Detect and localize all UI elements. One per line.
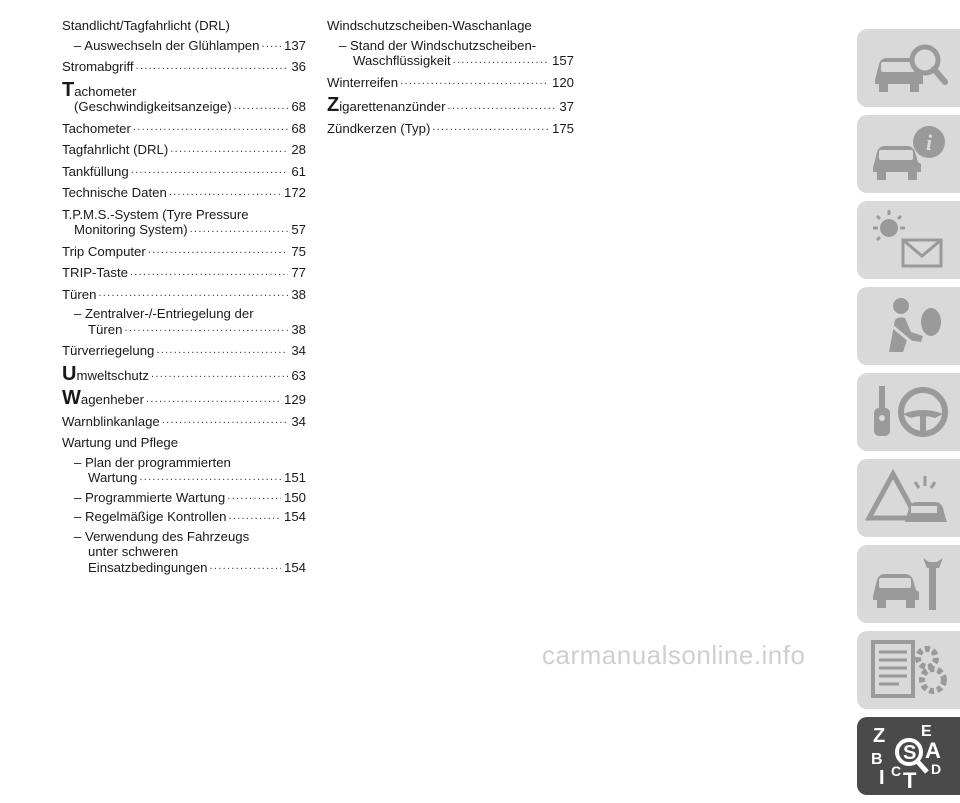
section-letter: Z	[327, 94, 340, 116]
index-entry-wagenheber	[62, 387, 306, 409]
entry-title: T.P.M.S.-System (Tyre Pressure	[62, 206, 249, 222]
index-column-middle	[327, 18, 574, 142]
page-number: 120	[551, 74, 574, 90]
leader-dots	[448, 101, 557, 112]
leader-dots	[162, 415, 289, 426]
page-number: 172	[283, 185, 306, 200]
subentry-text: – Verwendung des Fahrzeugs	[74, 528, 250, 544]
leader-dots	[146, 394, 281, 405]
tab-car-info[interactable]	[857, 115, 960, 193]
tab-starting-driving[interactable]	[857, 373, 960, 451]
leader-dots	[131, 165, 289, 176]
index-row	[62, 59, 306, 75]
index-letter: E	[921, 723, 932, 740]
airbag-passenger-icon	[865, 292, 955, 360]
leader-dots	[133, 122, 288, 133]
entry-text: – Regelmäßige Kontrollen	[74, 509, 227, 524]
page-number: 28	[291, 142, 306, 157]
leader-dots	[190, 224, 289, 235]
index-entry-tachometer	[62, 121, 306, 137]
entry-text: Tagfahrlicht (DRL)	[62, 142, 169, 157]
leader-dots	[228, 511, 281, 522]
index-entry-winterreifen	[327, 75, 574, 91]
leader-dots	[136, 61, 289, 72]
index-letter: T	[903, 768, 917, 790]
section-letter: T	[62, 78, 75, 101]
index-entry-zuendkerzen	[327, 121, 574, 137]
subentry-text: – Plan der programmierten	[74, 454, 231, 470]
index-row	[74, 38, 306, 54]
entry-text: Technische Daten	[62, 185, 167, 200]
index-subentry	[62, 455, 306, 486]
page-number: 151	[283, 470, 306, 485]
index-row	[74, 560, 306, 576]
page-number: 68	[291, 120, 306, 136]
entry-text: – Programmierte Wartung	[74, 489, 226, 505]
leader-dots	[234, 101, 289, 112]
index-entry-tankfuellung	[62, 164, 306, 180]
entry-text: agenheber	[80, 392, 144, 407]
index-subentry	[62, 509, 306, 525]
entry-text: achometer	[74, 83, 137, 99]
entry-title: Wartung und Pflege	[62, 435, 179, 450]
leader-dots	[130, 267, 288, 278]
index-row	[62, 387, 306, 409]
section-letter: W	[62, 387, 81, 409]
entry-text: Trip Computer	[62, 243, 146, 259]
index-entry-standlicht	[62, 18, 306, 53]
entry-text: Tachometer	[62, 120, 131, 136]
entry-title: Windschutzscheiben-Waschanlage	[327, 18, 532, 33]
tab-emergency[interactable]	[857, 459, 960, 537]
entry-title	[62, 387, 144, 409]
page-number: 38	[291, 286, 306, 302]
leader-dots	[124, 323, 288, 334]
index-column-left	[62, 18, 306, 581]
leader-dots	[156, 345, 288, 356]
index-entry-tuerverriegelung	[62, 343, 306, 359]
car-maintenance-icon	[865, 550, 955, 618]
entry-title	[62, 362, 150, 385]
page-number: 157	[551, 53, 574, 68]
index-entry-umweltschutz	[62, 362, 306, 385]
entry-text: Waschflüssigkeit	[353, 53, 451, 68]
index-entry-tueren	[62, 287, 306, 338]
index-subentry	[62, 38, 306, 54]
index-row	[74, 322, 306, 338]
index-entry-technische-daten	[62, 185, 306, 201]
page-number: 34	[291, 343, 306, 358]
svg-text:i: i	[925, 130, 933, 155]
page-number: 129	[283, 392, 306, 407]
leader-dots	[169, 187, 281, 198]
page-number: 150	[283, 489, 306, 505]
watermark: carmanualsonline.info	[542, 640, 806, 670]
entry-title	[327, 94, 446, 116]
entry-text: Türverriegelung	[62, 343, 155, 358]
index-row	[62, 343, 306, 359]
index-row	[74, 470, 306, 486]
index-row	[74, 509, 306, 525]
index-row	[74, 490, 306, 506]
index-entry-tachometer-geschw	[62, 78, 306, 115]
entry-title: Standlicht/Tagfahrlicht (DRL)	[62, 18, 230, 33]
index-entry-tagfahrlicht	[62, 142, 306, 158]
leader-dots	[98, 288, 288, 299]
index-row	[62, 121, 306, 137]
page-number: 61	[291, 163, 306, 179]
tab-car-search[interactable]	[857, 29, 960, 107]
tab-alphabetical-index[interactable]	[857, 717, 960, 795]
page-number: 34	[291, 413, 306, 429]
leader-dots	[210, 561, 281, 572]
entry-text: igarettenanzünder	[339, 99, 446, 114]
index-letter: C	[891, 763, 902, 779]
entry-text: Türen	[88, 321, 123, 337]
page-number: 175	[551, 120, 574, 136]
entry-text: (Geschwindigkeitsanzeige)	[74, 99, 232, 114]
index-row	[62, 222, 306, 238]
index-entry-waschanlage	[327, 18, 574, 69]
page-number: 154	[283, 559, 306, 575]
tab-safety[interactable]	[857, 287, 960, 365]
index-letter: B	[871, 751, 883, 768]
index-subentry	[327, 38, 574, 69]
index-row	[62, 185, 306, 201]
entry-text: – Auswechseln der Glühlampen	[74, 37, 260, 53]
leader-dots	[400, 76, 549, 87]
entry-title	[62, 78, 306, 101]
entry-text: Tankfüllung	[62, 163, 129, 179]
index-letter: S	[903, 742, 917, 764]
page-number: 68	[291, 99, 306, 114]
index-row	[327, 94, 574, 116]
index-row	[327, 75, 574, 91]
index-entry-tpms	[62, 207, 306, 238]
index-letter: I	[879, 767, 885, 789]
index-row	[62, 414, 306, 430]
index-entry-trip-taste	[62, 265, 306, 281]
index-row	[62, 142, 306, 158]
entry-text: Zündkerzen (Typ)	[327, 120, 431, 136]
technical-data-icon	[865, 636, 955, 704]
tab-technical-data[interactable]	[857, 631, 960, 709]
index-row	[339, 53, 574, 69]
leader-dots	[453, 55, 549, 66]
tab-warning-lights[interactable]	[857, 201, 960, 279]
entry-text: Einsatzbedingungen	[88, 559, 208, 575]
section-letter: U	[62, 362, 77, 385]
entry-text: mweltschutz	[76, 367, 150, 383]
leader-dots	[170, 144, 288, 155]
page-number: 37	[559, 99, 574, 114]
page-number: 137	[283, 37, 306, 53]
key-steering-wheel-icon	[865, 378, 955, 446]
page-number: 57	[291, 222, 306, 237]
index-row	[62, 287, 306, 303]
index-row	[327, 121, 574, 137]
entry-text: Wartung	[88, 470, 138, 485]
subentry-text: unter schweren	[88, 544, 179, 559]
leader-dots	[148, 245, 289, 256]
index-entry-wartung	[62, 435, 306, 575]
index-subentry	[62, 529, 306, 576]
index-row	[62, 265, 306, 281]
leader-dots	[151, 369, 288, 380]
car-search-icon	[865, 34, 955, 102]
index-entry-warnblinkanlage	[62, 414, 306, 430]
index-entry-trip-computer	[62, 244, 306, 260]
subentry-text: – Zentralver-/-Entriegelung der	[74, 306, 254, 321]
index-row	[62, 164, 306, 180]
chapter-tabs	[857, 29, 960, 803]
index-entry-zigarettenanzuender	[327, 94, 574, 116]
index-subentry	[62, 490, 306, 506]
index-row	[62, 362, 306, 385]
index-subentry	[62, 306, 306, 337]
index-row	[62, 244, 306, 260]
car-info-icon	[865, 120, 955, 188]
road-emergency-icon	[865, 464, 955, 532]
index-letter: D	[931, 761, 942, 777]
entry-text: Türen	[62, 286, 97, 302]
entry-text: Winterreifen	[327, 74, 399, 90]
page-number: 77	[291, 265, 306, 280]
warning-lights-message-icon	[865, 206, 955, 274]
index-entry-stromabgriff	[62, 59, 306, 75]
leader-dots	[227, 491, 281, 502]
page-number: 63	[291, 367, 306, 383]
index-letter: Z	[873, 725, 886, 747]
entry-text: Stromabgriff	[62, 59, 134, 74]
page-number: 38	[291, 321, 306, 337]
tab-maintenance[interactable]	[857, 545, 960, 623]
index-row	[62, 99, 306, 115]
entry-text: Monitoring System)	[74, 222, 188, 237]
alphabetical-index-icon	[865, 722, 955, 790]
page-number: 36	[291, 59, 306, 74]
page-number: 154	[283, 509, 306, 524]
entry-text: Warnblinkanlage	[62, 413, 160, 429]
leader-dots	[139, 472, 281, 483]
page-number: 75	[291, 243, 306, 259]
entry-text: TRIP-Taste	[62, 265, 128, 280]
index-letter: A	[925, 738, 941, 763]
leader-dots	[261, 39, 281, 50]
subentry-text: – Stand der Windschutzscheiben-	[339, 37, 537, 53]
leader-dots	[432, 122, 549, 133]
